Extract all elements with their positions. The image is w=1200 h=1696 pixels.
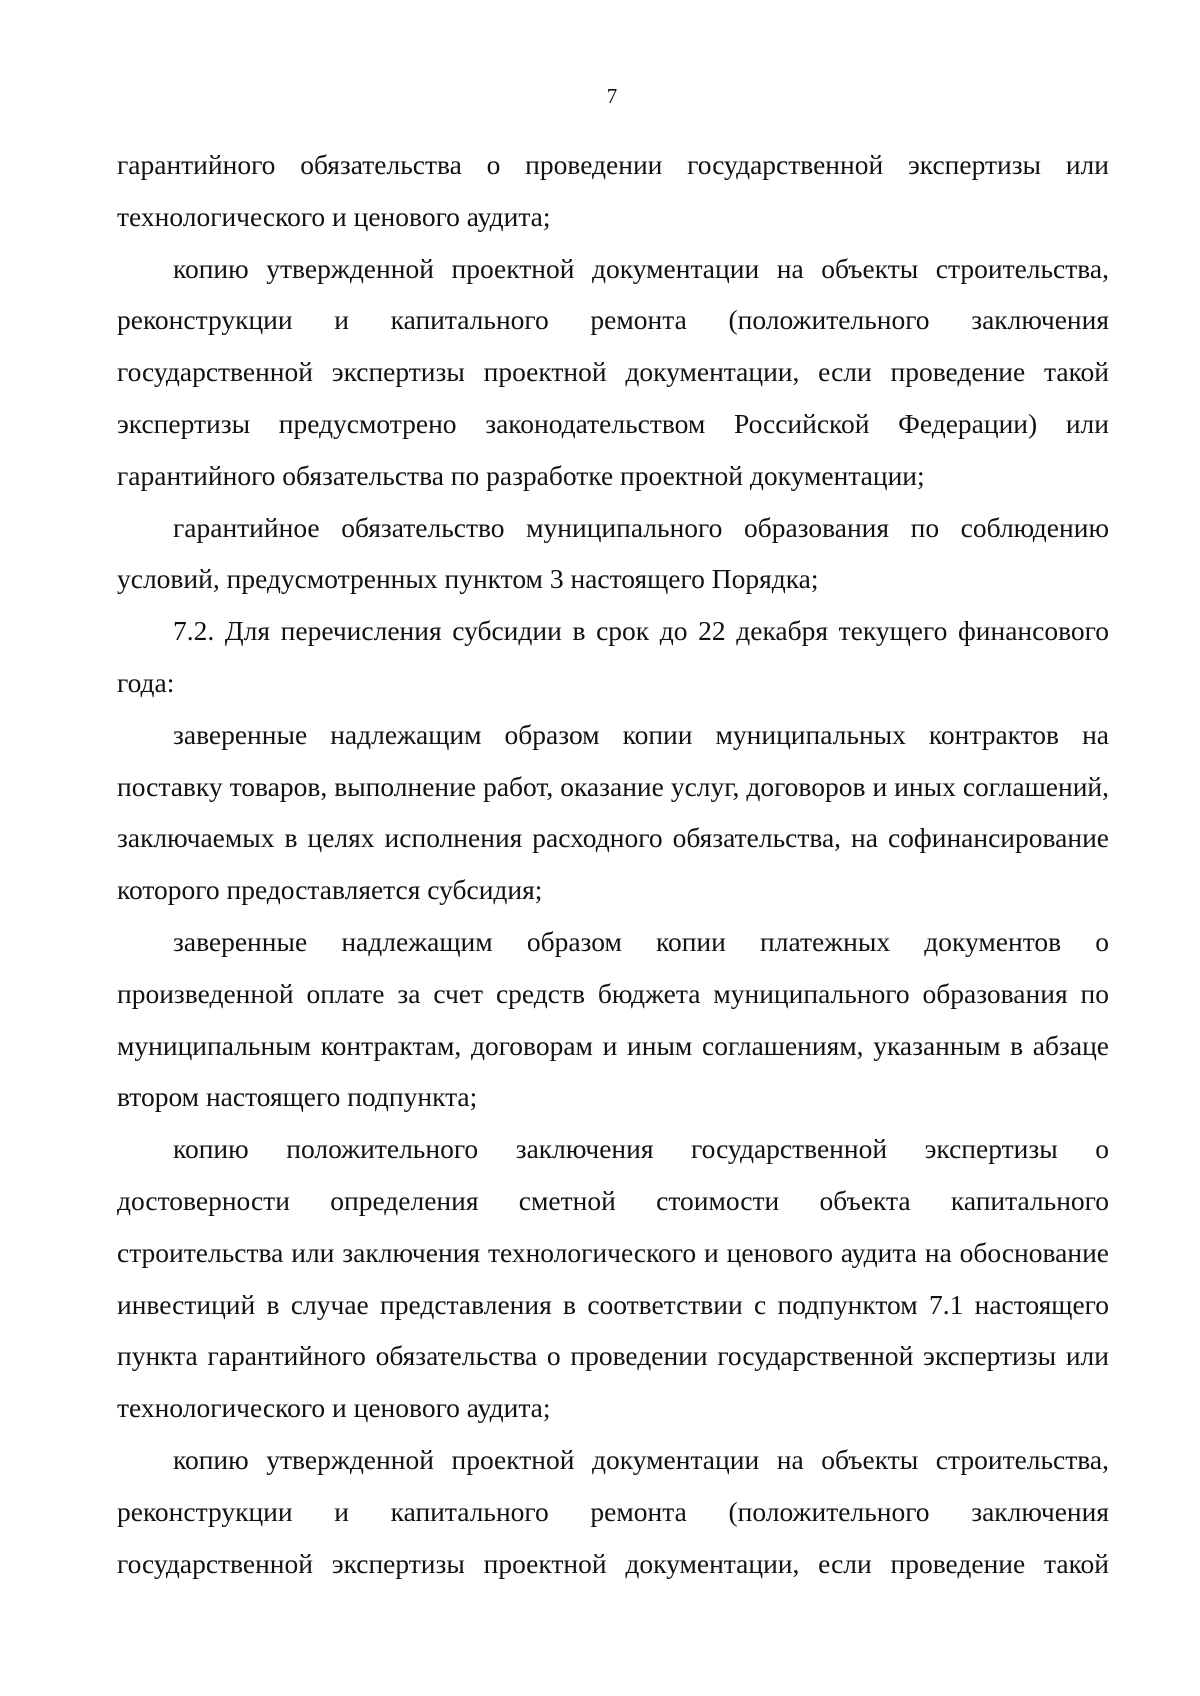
paragraph-contract-copies: заверенные надлежащим образом копии муниципальных контрактов на поставку товаров, выполнение работ, оказание услуг, договоров и иных соглашений, заключаемых в целях исполнения расходного обязательства, на софинансирование которого предоставляется субсидия; [117,718,1109,906]
paragraph-project-documentation: копию утвержденной проектной документации на объекты строительства, реконструкции и капитального ремонта (положительного заключения государственной экспертизы проектной документации, если проведение такой экспертизы предусмотрено законодательством Российской Федерации) или гарантийного обязательства по разработке проектной документации; [117,252,1109,491]
paragraph-expertise-conclusion: копию положительного заключения государственной экспертизы о достоверности определения сметной стоимости объекта капитального строительства или заключения технологического и ценового аудита на обоснование инвестиций в случае представления в соответствии с подпунктом 7.1 настоящего пункта гарантийного обязательства о проведении государственной экспертизы или технологического и ценового аудита; [117,1133,1109,1424]
paragraph-continuation: гарантийного обязательства о проведении государственной экспертизы или технологического и ценового аудита; [117,149,1109,232]
paragraph-guarantee-obligation: гарантийное обязательство муниципального образования по соблюдению условий, предусмотренных пунктом 3 настоящего Порядка; [117,511,1109,595]
document-body [117,139,1109,1589]
paragraph-payment-documents: заверенные надлежащим образом копии платежных документов о произведенной оплате за счет средств бюджета муниципального образования по муниципальным контрактам, договорам и иным соглашениям, указанным в абзаце втором настоящего подпункта; [117,925,1109,1113]
paragraph-project-documentation-repeat: копию утвержденной проектной документации на объекты строительства, реконструкции и капитального ремонта (положительного заключения государственной экспертизы проектной документации, если проведение такой [117,1443,1109,1579]
page-number: 7 [606,84,618,108]
paragraph-subsection-7-2: 7.2. Для перечисления субсидии в срок до 22 декабря текущего финансового года: [117,615,1109,698]
